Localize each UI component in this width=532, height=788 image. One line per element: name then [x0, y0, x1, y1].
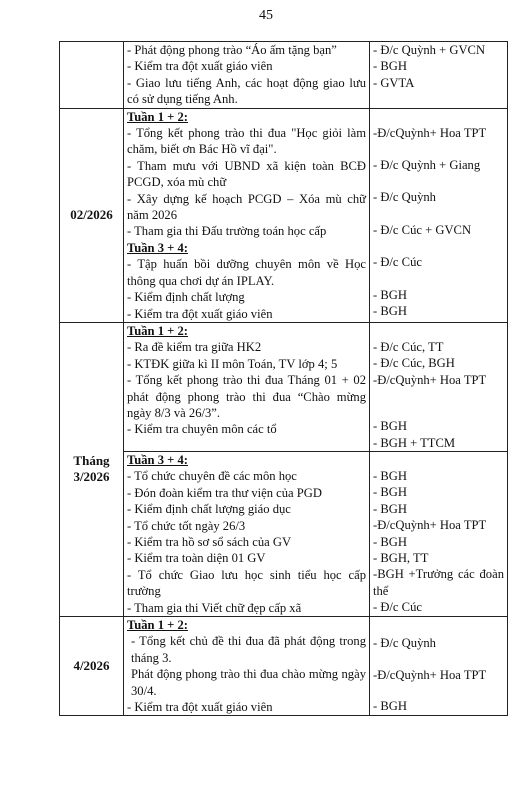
- month-cell: 02/2026: [60, 108, 124, 322]
- list-item: Phát động phong trào thi đua chào mừng ngày 30/4.: [131, 667, 366, 698]
- list-item: - BGH: [373, 59, 407, 74]
- list-item: - BGH + TTCM: [373, 435, 456, 450]
- list-item: - Tổng kết phong trào thi đua "Học giỏi làm chăm, biết ơn Bác Hồ vĩ đại".: [127, 126, 366, 157]
- month-cell: [60, 42, 124, 109]
- list-item: - Đ/c Cúc: [373, 600, 422, 615]
- table-row: [60, 322, 508, 451]
- list-item: - Tổ chức tốt ngày 26/3: [127, 518, 246, 533]
- list-item: - BGH: [373, 419, 407, 434]
- week-heading: Tuần 3 + 4:: [127, 240, 188, 255]
- list-item: -BGH +Trưởng các đoàn thể: [373, 567, 504, 598]
- list-item: - Tổng kết phong trào thi đua Tháng 01 + 02 phát động phong trào thi đua “Chào mừng ngày 8/3 và 26/3”.: [127, 373, 366, 420]
- list-item: - Đ/c Cúc, BGH: [373, 356, 455, 371]
- list-item: - Tổ chức chuyên đề các môn học: [127, 469, 297, 484]
- owner-cell: [370, 108, 508, 322]
- list-item: - Giao lưu tiếng Anh, các hoạt động giao lưu có sử dụng tiếng Anh.: [127, 75, 366, 107]
- list-item: - Tham gia thi Đấu trường toán học cấp: [127, 224, 327, 239]
- table-row: [60, 617, 508, 716]
- list-item: - Ra đề kiểm tra giữa HK2: [127, 340, 262, 355]
- owner-cell: [370, 42, 508, 109]
- list-item: - BGH, TT: [373, 550, 429, 565]
- list-item: - Kiểm tra chuyên môn các tổ: [127, 422, 277, 437]
- table-row: [60, 108, 508, 322]
- list-item: - Đ/c Cúc, TT: [373, 339, 444, 354]
- owner-cell: [370, 451, 508, 616]
- list-item: - Kiểm định chất lượng giáo dục: [127, 502, 291, 517]
- list-item: - BGH: [373, 485, 407, 500]
- list-item: - GVTA: [373, 75, 415, 90]
- month-cell: 4/2026: [60, 617, 124, 716]
- list-item: - Tổ chức Giao lưu học sinh tiểu học cấp trường: [127, 567, 366, 599]
- task-cell: [124, 451, 370, 616]
- list-item: - Phát động phong trào “Áo ấm tặng bạn”: [127, 43, 337, 57]
- list-item: - BGH: [373, 304, 407, 319]
- week-heading: Tuần 1 + 2:: [127, 323, 188, 338]
- task-cell: [124, 322, 370, 451]
- list-item: - Kiểm tra toàn diện 01 GV: [127, 551, 266, 566]
- week-heading: Tuần 1 + 2:: [127, 109, 188, 124]
- week-heading: Tuần 3 + 4:: [127, 452, 188, 467]
- task-cell: [124, 617, 370, 716]
- list-item: - Đ/c Quỳnh + GVCN: [373, 43, 486, 57]
- list-item: - Đ/c Cúc + GVCN: [373, 222, 472, 237]
- week-heading: Tuần 1 + 2:: [127, 618, 188, 632]
- list-item: - Kiểm tra đột xuất giáo viên: [127, 59, 273, 74]
- list-item: - Tập huấn bồi dưỡng chuyên môn về Học thông qua chơi dự án IPLAY.: [127, 257, 366, 288]
- list-item: - BGH: [373, 287, 407, 302]
- month-cell: Tháng 3/2026: [60, 322, 124, 616]
- list-item: - Đ/c Quỳnh: [373, 636, 436, 650]
- list-item: - Kiểm tra đột xuất giáo viên: [127, 700, 273, 715]
- list-item: - KTĐK giữa kì II môn Toán, TV lớp 4; 5: [127, 356, 338, 371]
- list-item: - BGH: [373, 468, 407, 483]
- table-row: [60, 42, 508, 109]
- list-item: - BGH: [373, 698, 407, 713]
- list-item: - BGH: [373, 534, 407, 549]
- table-row: [60, 451, 508, 616]
- list-item: - Kiểm tra hồ sơ sổ sách của GV: [127, 534, 292, 549]
- list-item: -Đ/cQuỳnh+ Hoa TPT: [373, 125, 487, 140]
- list-item: - Đón đoàn kiểm tra thư viện của PGD: [127, 485, 322, 500]
- list-item: - BGH: [373, 501, 407, 516]
- list-item: -Đ/cQuỳnh+ Hoa TPT: [373, 372, 487, 387]
- task-cell: [124, 108, 370, 322]
- list-item: -Đ/cQuỳnh+ Hoa TPT: [373, 518, 487, 533]
- plan-table: [59, 41, 508, 716]
- page-number: 45: [259, 8, 273, 23]
- list-item: - Đ/c Quỳnh: [373, 190, 436, 205]
- list-item: - Kiểm định chất lượng: [127, 290, 245, 305]
- task-cell: [124, 42, 370, 109]
- list-item: - Tổng kết chủ đề thi đua đã phát động trong tháng 3.: [131, 634, 366, 665]
- list-item: - Tham mưu với UBND xã kiện toàn BCĐ PCGD, xóa mù chữ: [127, 158, 366, 190]
- list-item: -Đ/cQuỳnh+ Hoa TPT: [373, 668, 487, 683]
- owner-cell: [370, 617, 508, 716]
- owner-cell: [370, 322, 508, 451]
- list-item: - Đ/c Cúc: [373, 255, 422, 270]
- list-item: - Đ/c Quỳnh + Giang: [373, 158, 481, 173]
- list-item: - Xây dựng kế hoạch PCGD – Xóa mù chữ năm 2026: [127, 191, 366, 223]
- list-item: - Kiểm tra đột xuất giáo viên: [127, 306, 273, 321]
- list-item: - Tham gia thi Viết chữ đẹp cấp xã: [127, 600, 302, 615]
